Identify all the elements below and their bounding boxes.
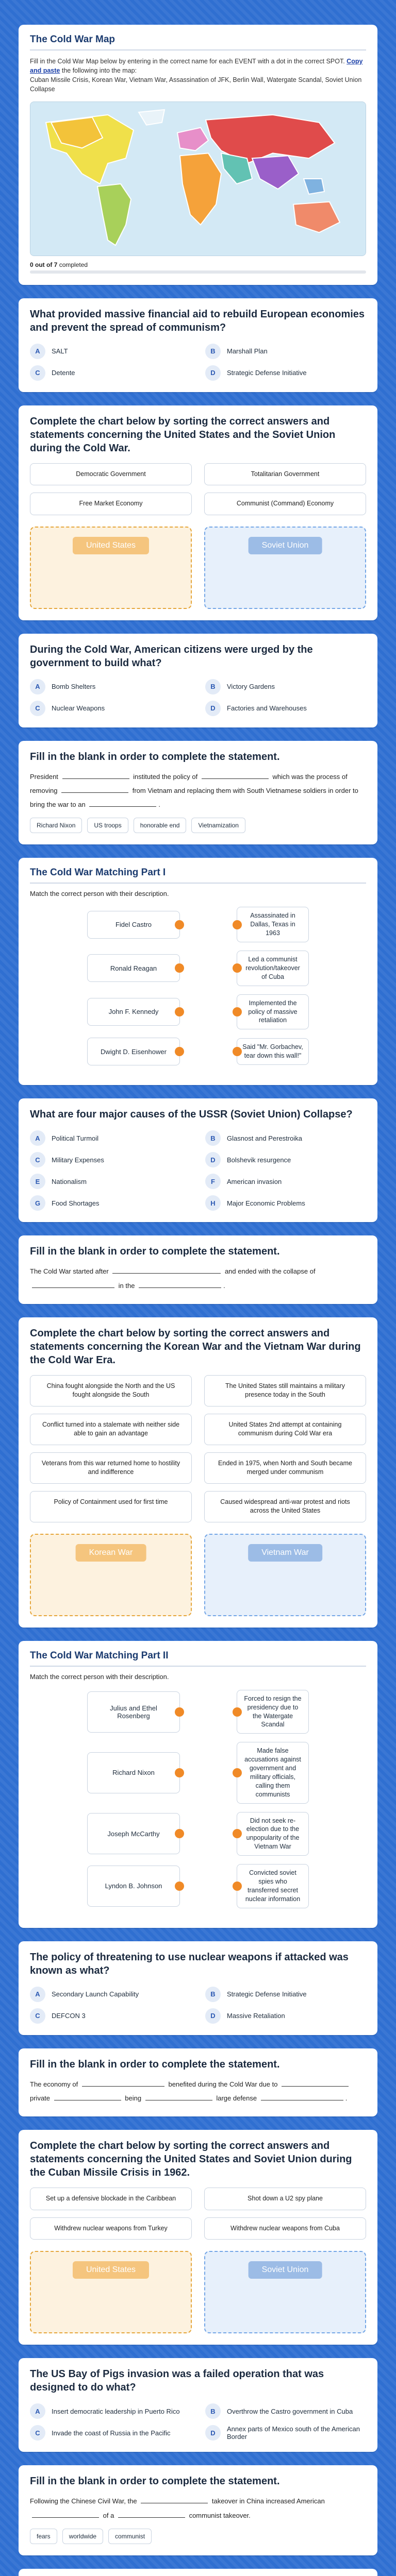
question-card-9 [19, 1641, 377, 1928]
option-text: DEFCON 3 [52, 2012, 86, 2020]
match-person[interactable]: Ronald Reagan [87, 954, 180, 982]
mc-option[interactable] [30, 679, 191, 694]
match-row [30, 1038, 366, 1065]
option-text: Victory Gardens [227, 683, 275, 690]
fill-statement [30, 1264, 366, 1293]
statement-text: . [158, 801, 160, 809]
option-letter: B [205, 2403, 221, 2419]
match-row [30, 1812, 366, 1856]
drop-zones [30, 2251, 366, 2333]
statement-text: . [223, 1281, 225, 1290]
option-text: Strategic Defense Initiative [227, 1990, 307, 1998]
option-text: Military Expenses [52, 1156, 104, 1164]
match-description[interactable]: Forced to resign the presidency due to the Watergate Scandal [237, 1690, 309, 1734]
question-title: Fill in the blank in order to complete the statement. [30, 751, 280, 762]
blank-field[interactable] [54, 2093, 121, 2100]
drop-zone-united-states[interactable] [30, 527, 192, 609]
blank-field[interactable] [282, 2079, 349, 2087]
statement-text: communist takeover. [189, 2511, 251, 2519]
option-text: Bolshevik resurgence [227, 1156, 291, 1164]
option-letter: D [205, 701, 221, 716]
mc-option[interactable] [205, 2008, 366, 2024]
mc-option[interactable] [205, 2403, 366, 2419]
sort-item[interactable]: Policy of Containment used for first time [30, 1491, 192, 1522]
option-letter: H [205, 1195, 221, 1211]
sort-items [30, 463, 366, 515]
match-person[interactable]: Lyndon B. Johnson [87, 1866, 180, 1907]
drop-zones [30, 1534, 366, 1616]
option-text: Food Shortages [52, 1199, 100, 1207]
option-letter: A [30, 679, 45, 694]
sort-item[interactable]: Free Market Economy [30, 493, 192, 515]
statement-text: being [125, 2094, 142, 2102]
question-title: The Cold War Matching Part I [30, 867, 366, 884]
mc-option[interactable] [205, 344, 366, 359]
drop-zone-label: United States [73, 537, 149, 554]
option-letter: D [205, 2425, 221, 2441]
statement-text: . [345, 2094, 348, 2102]
sort-item[interactable]: United States 2nd attempt at containing communism during Cold War era [204, 1414, 366, 1445]
option-letter: C [30, 1152, 45, 1167]
blank-field[interactable] [89, 800, 156, 807]
match-row [30, 951, 366, 986]
option-letter: D [205, 2008, 221, 2024]
blank-field[interactable] [145, 2093, 212, 2100]
question-card-10 [19, 1941, 377, 2035]
question-title: The policy of threatening to use nuclear weapons if attacked was known as what? [30, 1951, 349, 1976]
word-chip[interactable]: Vietnamization [191, 818, 245, 833]
option-text: Massive Retaliation [227, 2012, 285, 2020]
option-text: Factories and Warehouses [227, 704, 307, 712]
drop-zone-label: Vietnam War [248, 1544, 322, 1562]
sort-item[interactable]: The United States still maintains a military presence today in the South [204, 1375, 366, 1406]
word-bank [30, 818, 366, 833]
mc-option[interactable] [205, 1152, 366, 1167]
option-letter: A [30, 2403, 45, 2419]
sort-item[interactable]: China fought alongside the North and the US fought alongside the South [30, 1375, 192, 1406]
match-description[interactable]: Convicted soviet spies who transferred secret nuclear information [237, 1864, 309, 1908]
question-card-6 [19, 1098, 377, 1222]
option-text: Bomb Shelters [52, 683, 96, 690]
mc-option[interactable] [205, 1130, 366, 1146]
map-progress-text [30, 261, 366, 268]
drop-zone-soviet-union[interactable] [204, 2251, 366, 2333]
mc-option[interactable] [30, 365, 191, 381]
mc-option[interactable] [30, 1195, 191, 1211]
question-title: The US Bay of Pigs invasion was a failed operation that was designed to do what? [30, 2368, 324, 2394]
instructions-post: the following into the map: [61, 67, 137, 75]
option-text: Major Economic Problems [227, 1199, 305, 1207]
sort-item[interactable]: Withdrew nuclear weapons from Turkey [30, 2217, 192, 2240]
question-title: Fill in the blank in order to complete the statement. [30, 1246, 280, 1258]
fill-statement [30, 2494, 366, 2522]
sort-item[interactable]: Conflict turned into a stalemate with neither side able to gain an advantage [30, 1414, 192, 1445]
statement-text: takeover in China increased American [211, 2497, 325, 2505]
option-text: Detente [52, 369, 75, 377]
matching-area [30, 1690, 366, 1908]
map-instructions [30, 57, 366, 94]
option-text: Invade the coast of Russia in the Pacific [52, 2429, 171, 2437]
word-chip[interactable]: communist [108, 2529, 152, 2544]
option-letter: A [30, 1987, 45, 2002]
option-letter: A [30, 1130, 45, 1146]
question-card-3 [19, 634, 377, 727]
mc-option[interactable] [30, 1174, 191, 1189]
world-map[interactable] [30, 101, 366, 256]
match-row [30, 1690, 366, 1734]
blank-field[interactable] [82, 2079, 164, 2087]
matching-area [30, 907, 366, 1065]
mc-option[interactable] [30, 2403, 191, 2419]
sort-item[interactable]: Caused widespread anti-war protest and riots across the United States [204, 1491, 366, 1522]
blank-field[interactable] [202, 772, 269, 779]
drop-zone-label: Soviet Union [249, 537, 322, 554]
sort-item[interactable]: Democratic Government [30, 463, 192, 486]
option-letter: D [205, 365, 221, 381]
world-map-graphic [30, 102, 366, 256]
mc-options [30, 679, 366, 716]
option-text: Overthrow the Castro government in Cuba [227, 2407, 353, 2415]
word-bank [30, 2529, 366, 2544]
question-title: Fill in the blank in order to complete the statement. [30, 2476, 280, 2487]
statement-text: President [30, 772, 58, 781]
word-chip[interactable]: worldwide [62, 2529, 103, 2544]
question-card-4 [19, 741, 377, 845]
mc-option[interactable] [205, 701, 366, 716]
option-letter: D [205, 1152, 221, 1167]
blank-field[interactable] [32, 2511, 99, 2518]
statement-text: of a [103, 2511, 114, 2519]
question-title: What are four major causes of the USSR (Soviet Union) Collapse? [30, 1109, 353, 1121]
match-row [30, 1864, 366, 1908]
question-title: Complete the chart below by sorting the correct answers and statements concerning the United States and the Soviet Union during the Cold War. [30, 415, 336, 454]
option-text: Nationalism [52, 1177, 87, 1185]
drop-zone-label: Soviet Union [249, 2261, 322, 2279]
statement-text: in the [118, 1281, 135, 1290]
sort-item[interactable]: Ended in 1975, when North and South became merged under communism [204, 1452, 366, 1484]
drop-zone-label: Korean War [76, 1544, 146, 1562]
question-card-15 [19, 2569, 377, 2576]
option-letter: F [205, 1174, 221, 1189]
sort-item[interactable]: Communist (Command) Economy [204, 493, 366, 515]
option-text: Annex parts of Mexico south of the American Border [227, 2425, 360, 2441]
blank-field[interactable] [141, 2496, 208, 2503]
mc-option[interactable] [205, 365, 366, 381]
question-card-5 [19, 858, 377, 1085]
sort-item[interactable]: Totalitarian Government [204, 463, 366, 486]
statement-text: from Vietnam and replacing them with South Vietnamese soldiers in order to bring the war to an [30, 786, 358, 809]
match-row [30, 1742, 366, 1803]
blank-field[interactable] [261, 2093, 343, 2100]
drop-zone-united-states[interactable] [30, 2251, 192, 2333]
question-card-7 [19, 1235, 377, 1304]
drop-zone-soviet-union[interactable] [204, 527, 366, 609]
match-person[interactable]: Dwight D. Eisenhower [87, 1038, 180, 1065]
blank-field[interactable] [32, 1281, 114, 1288]
mc-option[interactable] [205, 679, 366, 694]
match-description[interactable]: Assassinated in Dallas, Texas in 1963 [237, 907, 309, 942]
match-description[interactable]: Led a communist revolution/takeover of Cuba [237, 951, 309, 986]
instructions-pre: Fill in the Cold War Map below by entering in the correct name for each EVENT with a dot in the correct SPOT. [30, 58, 345, 65]
mc-options [30, 1987, 366, 2024]
mc-option[interactable] [205, 1174, 366, 1189]
worksheet-page [19, 25, 377, 2576]
match-person[interactable]: Julius and Ethel Rosenberg [87, 1691, 180, 1733]
option-text: Marshall Plan [227, 347, 268, 355]
match-person[interactable]: Joseph McCarthy [87, 1813, 180, 1854]
sort-items [30, 1375, 366, 1522]
progress-suffix: completed [59, 261, 88, 268]
mc-option[interactable] [205, 2425, 366, 2441]
mc-option[interactable] [30, 1987, 191, 2002]
word-chip[interactable]: Richard Nixon [30, 818, 82, 833]
match-person[interactable]: Richard Nixon [87, 1752, 180, 1793]
sort-items [30, 2188, 366, 2240]
option-text: Insert democratic leadership in Puerto Rico [52, 2407, 180, 2415]
question-card-8 [19, 1317, 377, 1628]
option-text: Nuclear Weapons [52, 704, 105, 712]
match-description[interactable]: Said "Mr. Gorbachev, tear down this wall!" [237, 1038, 309, 1065]
map-terms: Cuban Missile Crisis, Korean War, Vietnam War, Assassination of JFK, Berlin Wall, Watergate Scandal, Soviet Union Collapse [30, 76, 362, 93]
option-text: Secondary Launch Capability [52, 1990, 139, 1998]
option-letter: A [30, 344, 45, 359]
question-card-14 [19, 2465, 377, 2555]
option-letter: G [30, 1195, 45, 1211]
mc-options [30, 2403, 366, 2441]
question-title: What provided massive financial aid to rebuild European economies and prevent the spread of communism? [30, 308, 365, 333]
copy-paste-link[interactable]: Copy and paste [30, 58, 363, 75]
mc-option[interactable] [30, 1130, 191, 1146]
blank-field[interactable] [112, 1266, 221, 1274]
question-title: Complete the chart below by sorting the correct answers and statements concerning the United States and Soviet Union during the Cuban Missile Crisis in 1962. [30, 2140, 352, 2179]
word-chip[interactable]: US troops [87, 818, 128, 833]
option-letter: C [30, 701, 45, 716]
option-letter: C [30, 2008, 45, 2024]
statement-text: benefited during the Cold War due to [168, 2080, 278, 2088]
mc-option[interactable] [30, 344, 191, 359]
option-text: Political Turmoil [52, 1134, 99, 1142]
statement-text: large defense [216, 2094, 257, 2102]
mc-option[interactable] [30, 2008, 191, 2024]
mc-option[interactable] [30, 2425, 191, 2441]
match-row [30, 907, 366, 942]
mc-option[interactable] [205, 1195, 366, 1211]
question-title: The Cold War Matching Part II [30, 1650, 366, 1667]
option-letter: B [205, 1987, 221, 2002]
mc-option[interactable] [205, 1987, 366, 2002]
drop-zone-vietnam-war[interactable] [204, 1534, 366, 1616]
option-letter: C [30, 365, 45, 381]
sort-item[interactable]: Withdrew nuclear weapons from Cuba [204, 2217, 366, 2240]
mc-option[interactable] [30, 1152, 191, 1167]
map-title: The Cold War Map [30, 34, 366, 50]
match-person[interactable]: Fidel Castro [87, 911, 180, 939]
word-chip[interactable]: fears [30, 2529, 57, 2544]
statement-text: Following the Chinese Civil War, the [30, 2497, 137, 2505]
match-instruction: Match the correct person with their description. [30, 1672, 169, 1681]
fill-statement [30, 770, 366, 812]
match-description[interactable]: Made false accusations against government and military officials, calling them communists [237, 1742, 309, 1803]
map-progress-bar [30, 270, 366, 274]
question-card-12 [19, 2130, 377, 2345]
mc-option[interactable] [30, 701, 191, 716]
question-title: Complete the chart below by sorting the correct answers and statements concerning the Korean War and the Vietnam War during the Cold War Era. [30, 1327, 361, 1366]
sort-item[interactable]: Shot down a U2 spy plane [204, 2188, 366, 2210]
map-card [19, 25, 377, 285]
fill-statement [30, 2077, 366, 2106]
statement-text: and ended with the collapse of [224, 1267, 316, 1276]
option-letter: B [205, 344, 221, 359]
drop-zone-label: United States [73, 2261, 149, 2279]
question-card-11 [19, 2048, 377, 2117]
statement-text: private [30, 2094, 51, 2102]
question-card-13 [19, 2358, 377, 2452]
match-description[interactable]: Implemented the policy of massive retaliation [237, 994, 309, 1030]
blank-field[interactable] [139, 1281, 221, 1288]
blank-field[interactable] [62, 772, 129, 779]
blank-field[interactable] [118, 2511, 185, 2518]
statement-text: which was the process of removing [30, 772, 348, 794]
statement-text: The Cold War started after [30, 1267, 109, 1276]
match-person[interactable]: John F. Kennedy [87, 998, 180, 1026]
question-title: During the Cold War, American citizens were urged by the government to build what? [30, 643, 313, 669]
option-text: Glasnost and Perestroika [227, 1134, 302, 1142]
blank-field[interactable] [61, 786, 128, 793]
option-text: American invasion [227, 1177, 282, 1185]
drop-zones [30, 527, 366, 609]
question-title: Fill in the blank in order to complete the statement. [30, 2058, 280, 2070]
drop-zone-korean-war[interactable] [30, 1534, 192, 1616]
option-letter: B [205, 1130, 221, 1146]
match-row [30, 994, 366, 1030]
sort-item[interactable]: Veterans from this war returned home to hostility and indifference [30, 1452, 192, 1484]
question-card-1 [19, 298, 377, 392]
option-letter: E [30, 1174, 45, 1189]
match-description[interactable]: Did not seek re-election due to the unpopularity of the Vietnam War [237, 1812, 309, 1856]
progress-count: 0 out of 7 [30, 261, 58, 268]
option-text: SALT [52, 347, 68, 355]
option-letter: B [205, 679, 221, 694]
question-card-2 [19, 405, 377, 620]
mc-options [30, 1130, 366, 1211]
statement-text: The economy of [30, 2080, 78, 2088]
option-letter: C [30, 2425, 45, 2441]
statement-text: instituted the policy of [133, 772, 198, 781]
sort-item[interactable]: Set up a defensive blockade in the Caribbean [30, 2188, 192, 2210]
option-text: Strategic Defense Initiative [227, 369, 307, 377]
match-instruction: Match the correct person with their description. [30, 890, 169, 898]
word-chip[interactable]: honorable end [134, 818, 187, 833]
mc-options [30, 344, 366, 381]
